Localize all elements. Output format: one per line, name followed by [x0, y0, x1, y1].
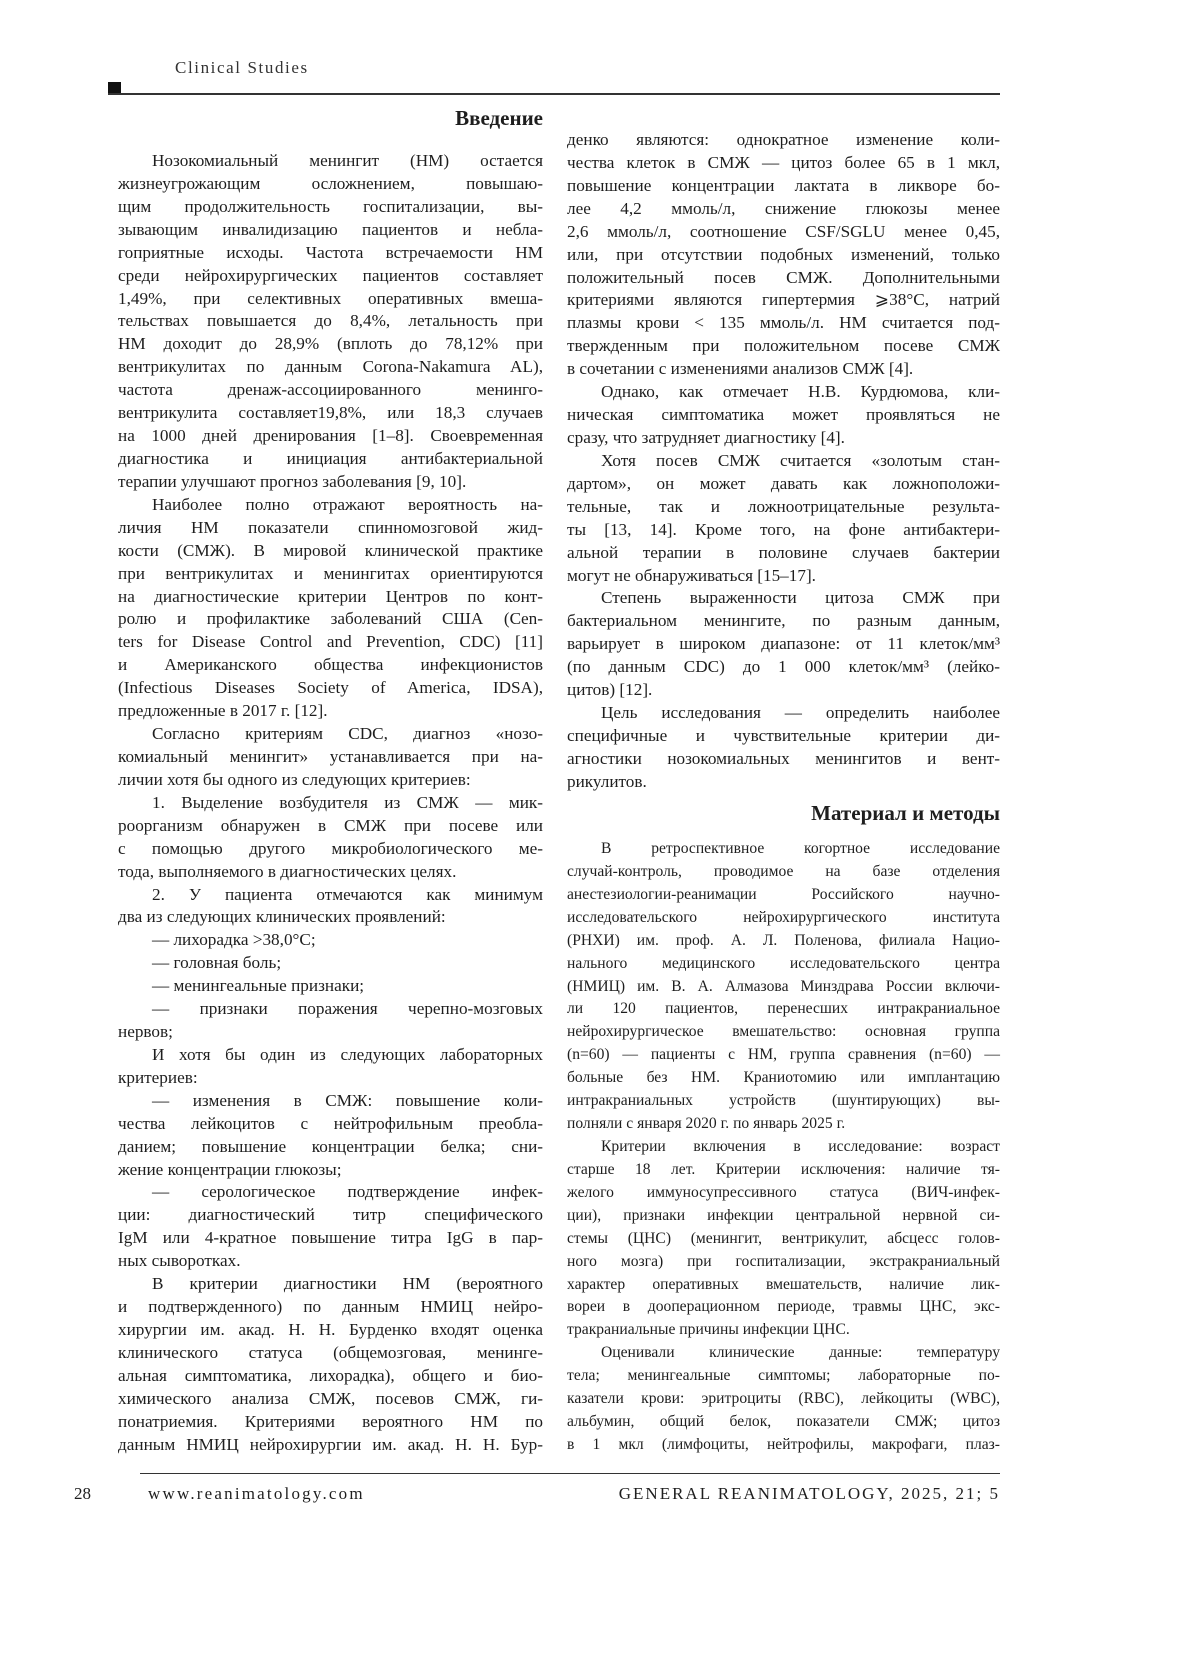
text-line: клинического статуса (общемозговая, менинге-: [118, 1342, 543, 1365]
paragraph: [118, 929, 543, 952]
text-line: диагностика и инициация антибактериальной: [118, 448, 543, 471]
text-line: ters for Disease Control and Prevention, CDC) [11]: [118, 631, 543, 654]
paragraph: [118, 952, 543, 975]
text-line: вентрикулитах по данным Corona-Nakamura AL),: [118, 356, 543, 379]
text-line: альбумин, общий белок, показатели СМЖ; цитоз: [567, 1411, 1000, 1434]
text-line: — менингеальные признаки;: [118, 975, 543, 998]
text-line: в сочетании с изменениями анализов СМЖ [4].: [567, 358, 1000, 381]
text-line: комиальный менингит» устанавливается при на-: [118, 746, 543, 769]
text-line: ты [13, 14]. Кроме того, на фоне антибактери-: [567, 519, 1000, 542]
text-line: Согласно критериям CDC, диагноз «нозо-: [118, 723, 543, 746]
text-line: гоприятные исходы. Частота встречаемости НМ: [118, 242, 543, 265]
left-column: [118, 150, 543, 1457]
paragraph: [567, 838, 1000, 1136]
text-line: положительный посев СМЖ. Дополнительными: [567, 267, 1000, 290]
text-line: и подтвержденного) по данным НМИЦ нейро-: [118, 1296, 543, 1319]
paragraph: [567, 587, 1000, 702]
text-line: (НМИЦ) им. В. А. Алмазова Минздрава России включи-: [567, 976, 1000, 999]
text-line: Хотя посев СМЖ считается «золотым стан-: [567, 450, 1000, 473]
footer-rule: [140, 1473, 1000, 1474]
paragraph: [567, 129, 1000, 381]
text-line: личии хотя бы одного из следующих критериев:: [118, 769, 543, 792]
text-line: с помощью другого микробиологического ме-: [118, 838, 543, 861]
text-line: ролю и профилактике заболеваний США (Cen-: [118, 608, 543, 631]
paragraph: [118, 884, 543, 930]
text-line: критериями являются гипертермия ⩾38°C, натрий: [567, 289, 1000, 312]
text-line: В ретроспективное когортное исследование: [567, 838, 1000, 861]
text-line: роорганизм обнаружен в СМЖ при посеве или: [118, 815, 543, 838]
paragraph: [567, 702, 1000, 794]
paragraph: [567, 381, 1000, 450]
text-line: специфичные и чувствительные критерии ди-: [567, 725, 1000, 748]
text-line: (n=60) — пациенты с НМ, группа сравнения (n=60) —: [567, 1044, 1000, 1067]
text-line: анестезиологии-реанимации Российского научно-: [567, 884, 1000, 907]
text-line: лее 4,2 ммоль/л, снижение глюкозы менее: [567, 198, 1000, 221]
text-line: данием; повышение концентрации белка; сни-: [118, 1136, 543, 1159]
paragraph: [118, 150, 543, 494]
text-line: плазмы крови < 135 ммоль/л. НМ считается под-: [567, 312, 1000, 335]
text-line: альная симптоматика, лихорадка), общего и био-: [118, 1365, 543, 1388]
text-line: на 1000 дней дренирования [1–8]. Своевременная: [118, 425, 543, 448]
text-line: терапии улучшают прогноз заболевания [9, 10].: [118, 471, 543, 494]
paragraph: [118, 792, 543, 884]
text-line: цитов) [12].: [567, 679, 1000, 702]
text-line: Нозокомиальный менингит (НМ) остается: [118, 150, 543, 173]
text-line: дартом», он может давать как ложноположи-: [567, 473, 1000, 496]
text-line: при вентрикулитах и менингитах ориентируются: [118, 563, 543, 586]
text-line: среди нейрохирургических пациентов составляет: [118, 265, 543, 288]
text-line: — признаки поражения черепно-мозговых: [118, 998, 543, 1021]
text-line: два из следующих клинических проявлений:: [118, 906, 543, 929]
text-line: НМ доходит до 28,9% (вплоть до 78,12% при: [118, 333, 543, 356]
paragraph: [118, 975, 543, 998]
text-line: тельные, так и ложноотрицательные результа-: [567, 496, 1000, 519]
page-number: 28: [74, 1484, 91, 1504]
text-line: Наиболее полно отражают вероятность на-: [118, 494, 543, 517]
text-line: желого иммуносупрессивного статуса (ВИЧ-инфек-: [567, 1182, 1000, 1205]
text-line: предложенные в 2017 г. [12].: [118, 700, 543, 723]
text-line: критериев:: [118, 1067, 543, 1090]
text-line: денко являются: однократное изменение коли-: [567, 129, 1000, 152]
text-line: тода, выполняемого в диагностических целях.: [118, 861, 543, 884]
header-rule: [108, 93, 1000, 95]
paragraph: [118, 1044, 543, 1090]
text-line: и Американского общества инфекционистов: [118, 654, 543, 677]
text-line: полняли с января 2020 г. по январь 2025 г.: [567, 1113, 1000, 1136]
text-line: варьирует в широком диапазоне: от 11 клеток/мм³: [567, 633, 1000, 656]
text-line: (по данным CDC) до 1 000 клеток/мм³ (лейко-: [567, 656, 1000, 679]
text-line: тела; менингеальные симптомы; лабораторные по-: [567, 1365, 1000, 1388]
text-line: на диагностические критерии Центров по конт-: [118, 586, 543, 609]
heading-introduction: Введение: [118, 105, 543, 131]
text-line: или, при отсутствии подобных изменений, только: [567, 244, 1000, 267]
text-line: — изменения в СМЖ: повышение коли-: [118, 1090, 543, 1113]
text-line: повышение концентрации лактата в ликворе бо-: [567, 175, 1000, 198]
text-line: Критерии включения в исследование: возраст: [567, 1136, 1000, 1159]
heading-methods: Материал и методы: [567, 800, 1000, 826]
methods-column: [567, 838, 1000, 1457]
text-line: В критерии диагностики НМ (вероятного: [118, 1273, 543, 1296]
paragraph: [118, 1273, 543, 1456]
text-line: исследовательского нейрохирургического института: [567, 907, 1000, 930]
text-line: IgM или 4-кратное повышение титра IgG в пар-: [118, 1227, 543, 1250]
text-line: — головная боль;: [118, 952, 543, 975]
text-line: ных сыворотках.: [118, 1250, 543, 1273]
text-line: в 1 мкл (лимфоциты, нейтрофилы, макрофаги, плаз-: [567, 1434, 1000, 1457]
text-line: ного мозга) при госпитализации, экстракраниальный: [567, 1251, 1000, 1274]
text-line: твержденным при положительном посеве СМЖ: [567, 335, 1000, 358]
paragraph: [118, 494, 543, 723]
paragraph: [118, 998, 543, 1044]
text-line: частота дренаж-ассоциированного менинго-: [118, 379, 543, 402]
text-line: Оценивали клинические данные: температуру: [567, 1342, 1000, 1365]
text-line: личия НМ показатели спинномозговой жид-: [118, 517, 543, 540]
text-line: могут не обнаруживаться [15–17].: [567, 565, 1000, 588]
text-line: случай-контроль, проводимое на базе отделения: [567, 861, 1000, 884]
text-line: ли 120 пациентов, перенесших интракраниальное: [567, 998, 1000, 1021]
text-line: И хотя бы один из следующих лабораторных: [118, 1044, 543, 1067]
text-line: альной терапии в половине случаев бактерии: [567, 542, 1000, 565]
text-line: — лихорадка >38,0°C;: [118, 929, 543, 952]
paragraph: [567, 1342, 1000, 1457]
text-line: ническая симптоматика может проявляться не: [567, 404, 1000, 427]
text-line: чества лейкоцитов с нейтрофильным преобла-: [118, 1113, 543, 1136]
text-line: понатриемия. Критериями вероятного НМ по: [118, 1411, 543, 1434]
text-line: зывающим инвалидизацию пациентов и небла-: [118, 219, 543, 242]
text-line: — серологическое подтверждение инфек-: [118, 1181, 543, 1204]
text-line: тракраниальные причины инфекции ЦНС.: [567, 1319, 1000, 1342]
text-line: чества клеток в СМЖ — цитоз более 65 в 1 мкл,: [567, 152, 1000, 175]
journal-url-link[interactable]: www.reanimatology.com: [148, 1484, 365, 1504]
paragraph: [567, 450, 1000, 588]
paragraph: [118, 1181, 543, 1273]
text-line: сразу, что затрудняет диагностику [4].: [567, 427, 1000, 450]
text-line: стемы (ЦНС) (менингит, вентрикулит, абсцесс голов-: [567, 1228, 1000, 1251]
text-line: данным НМИЦ нейрохирургии им. акад. Н. Н. Бур-: [118, 1434, 543, 1457]
text-line: казатели крови: эритроциты (RBC), лейкоциты (WBC),: [567, 1388, 1000, 1411]
paragraph: [118, 723, 543, 792]
text-line: 2. У пациента отмечаются как минимум: [118, 884, 543, 907]
text-line: агностики нозокомиальных менингитов и вент-: [567, 748, 1000, 771]
text-line: 2,6 ммоль/л, соотношение CSF/SGLU менее 0,45,: [567, 221, 1000, 244]
text-line: вентрикулита составляет19,8%, или 18,3 случаев: [118, 402, 543, 425]
paragraph: [567, 1136, 1000, 1342]
text-line: Цель исследования — определить наиболее: [567, 702, 1000, 725]
text-line: щим продолжительность госпитализации, вы-: [118, 196, 543, 219]
text-line: (РНХИ) им. проф. А. Л. Поленова, филиала Нацио-: [567, 930, 1000, 953]
text-line: нервов;: [118, 1021, 543, 1044]
text-line: 1. Выделение возбудителя из СМЖ — мик-: [118, 792, 543, 815]
text-line: Степень выраженности цитоза СМЖ при: [567, 587, 1000, 610]
text-line: старше 18 лет. Критерии исключения: наличие тя-: [567, 1159, 1000, 1182]
text-line: хирургии им. акад. Н. Н. Бурденко входят оценка: [118, 1319, 543, 1342]
journal-citation: GENERAL REANIMATOLOGY, 2025, 21; 5: [619, 1484, 1000, 1504]
text-line: нейрохирургическое вмешательство: основная группа: [567, 1021, 1000, 1044]
text-line: интракраниальных устройств (шунтирующих) вы-: [567, 1090, 1000, 1113]
text-line: нального медицинского исследовательского центра: [567, 953, 1000, 976]
right-column: [567, 129, 1000, 794]
text-line: Однако, как отмечает Н.В. Курдюмова, кли-: [567, 381, 1000, 404]
text-line: характер оперативных вмешательств, наличие лик-: [567, 1274, 1000, 1297]
text-line: бактериальном менингите, по разным данным,: [567, 610, 1000, 633]
running-header-section: Clinical Studies: [175, 58, 309, 78]
text-line: вореи в дооперационном периоде, травмы ЦНС, экс-: [567, 1296, 1000, 1319]
text-line: ции), признаки инфекции центральной нервной си-: [567, 1205, 1000, 1228]
text-line: химического анализа СМЖ, посевов СМЖ, ги-: [118, 1388, 543, 1411]
text-line: 1,49%, при селективных оперативных вмеша-: [118, 288, 543, 311]
text-line: жение концентрации глюкозы;: [118, 1159, 543, 1182]
text-line: больные без НМ. Краниотомию или имплантацию: [567, 1067, 1000, 1090]
text-line: жизнеугрожающим осложнением, повышаю-: [118, 173, 543, 196]
paragraph: [118, 1090, 543, 1182]
text-line: ции: диагностический титр специфического: [118, 1204, 543, 1227]
text-line: тельствах повышается до 8,4%, летальность при: [118, 310, 543, 333]
text-line: кости (СМЖ). В мировой клинической практике: [118, 540, 543, 563]
text-line: рикулитов.: [567, 771, 1000, 794]
text-line: (Infectious Diseases Society of America, IDSA),: [118, 677, 543, 700]
